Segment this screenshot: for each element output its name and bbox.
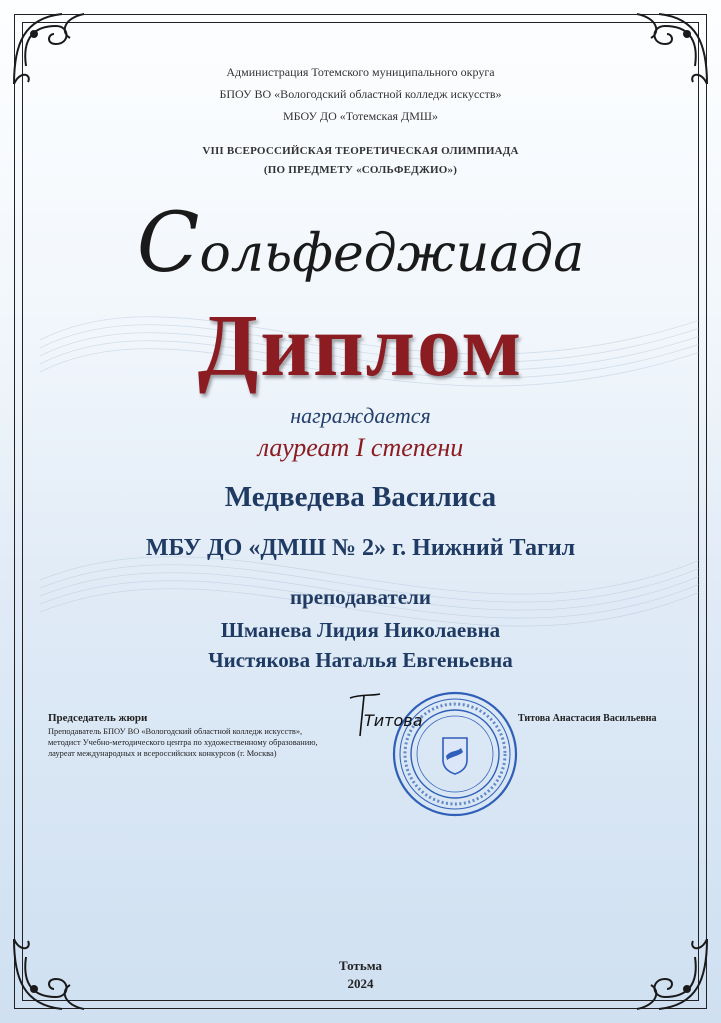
logo-rest: ольфеджиада <box>199 224 585 284</box>
olympiad-logo <box>0 196 721 291</box>
teacher-name: Шманева Лидия Николаевна <box>220 618 501 642</box>
logo-initial: С <box>136 196 200 291</box>
header-college: БПОУ ВО «Вологодский областной колледж искусств» <box>219 87 502 101</box>
jury-chair-name: Титова Анастасия Васильевна <box>518 713 657 724</box>
signature-image <box>342 686 442 746</box>
svg-text:Титова: Титова <box>364 711 423 730</box>
olympiad-title <box>0 142 721 180</box>
institution: МБУ ДО «ДМШ № 2» г. Нижний Тагил <box>145 535 576 561</box>
teachers-list <box>0 615 721 675</box>
footer-city: Тотьма <box>339 958 382 973</box>
diploma-title: Диплом <box>197 298 524 395</box>
footer <box>0 957 721 993</box>
footer-year: 2024 <box>347 976 374 991</box>
olympiad-line-1: VIII ВСЕРОССИЙСКАЯ ТЕОРЕТИЧЕСКАЯ ОЛИМПИАДА <box>202 145 519 157</box>
awarded-label: награждается <box>290 403 431 428</box>
jury-block <box>48 712 318 759</box>
jury-title: Председатель жюри <box>48 712 148 724</box>
header-admin: Администрация Тотемского муниципального округа <box>226 65 495 79</box>
recipient-name: Медведева Василиса <box>224 481 497 513</box>
teacher-name: Чистякова Наталья Евгеньевна <box>208 648 513 672</box>
teachers-label: преподаватели <box>289 585 432 609</box>
header <box>0 61 721 127</box>
olympiad-line-2: (ПО ПРЕДМЕТУ «СОЛЬФЕДЖИО») <box>263 164 458 176</box>
award-level: лауреат I степени <box>257 433 464 462</box>
header-school: МБОУ ДО «Тотемская ДМШ» <box>282 109 439 123</box>
jury-description: Преподаватель БПОУ ВО «Вологодский областной колледж искусств», методист Учебно-методического центра по художественному образованию, лауреат международных и всероссийских конкурсов (г. Москва) <box>48 727 318 758</box>
